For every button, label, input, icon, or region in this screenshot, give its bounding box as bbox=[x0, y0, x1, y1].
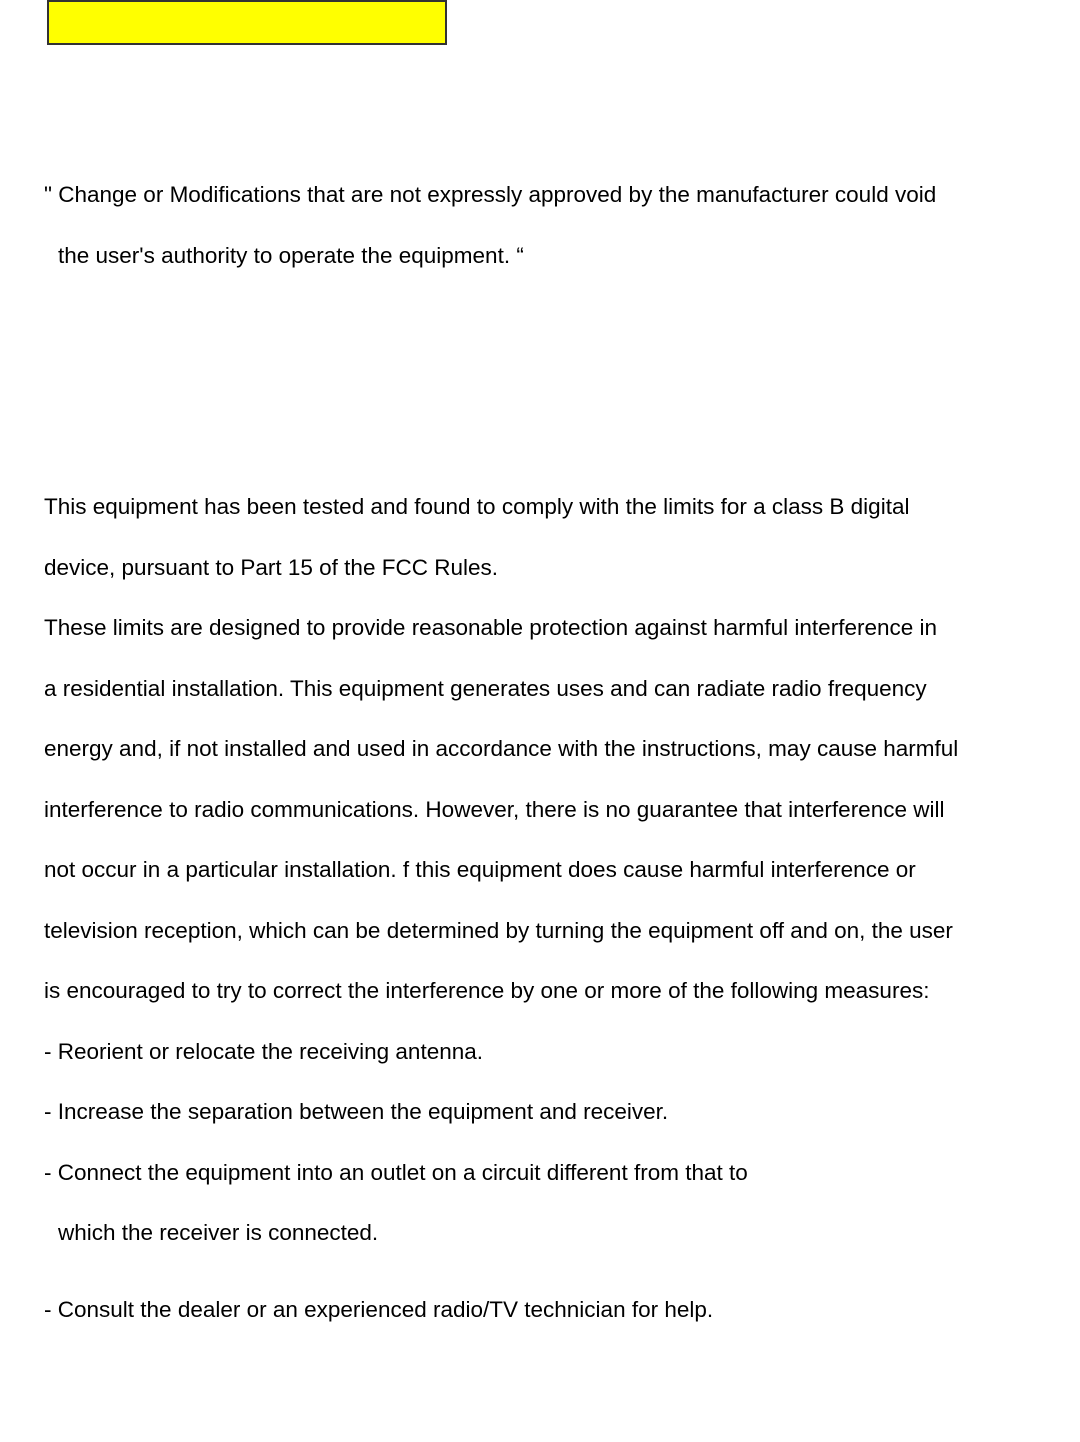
fcc-line-9: is encouraged to try to correct the interference by one or more of the following measures: bbox=[44, 978, 930, 1003]
fcc-line-8: television reception, which can be determined by turning the equipment off and on, the user bbox=[44, 918, 953, 943]
measure-consult-dealer: - Consult the dealer or an experienced radio/TV technician for help. bbox=[44, 1297, 714, 1322]
fcc-line-6: interference to radio communications. However, there is no guarantee that interference will bbox=[44, 797, 945, 822]
notice-line-1: " Change or Modifications that are not expressly approved by the manufacturer could void bbox=[44, 182, 937, 207]
measure-reorient: - Reorient or relocate the receiving antenna. bbox=[44, 1039, 484, 1064]
measure-increase-separation: - Increase the separation between the equipment and receiver. bbox=[44, 1099, 669, 1124]
fcc-line-1: This equipment has been tested and found to comply with the limits for a class B digital bbox=[44, 494, 910, 519]
notice-line-2: the user's authority to operate the equipment. “ bbox=[58, 243, 524, 268]
measure-connect-outlet: - Connect the equipment into an outlet on a circuit different from that to bbox=[44, 1160, 748, 1185]
fcc-line-3: These limits are designed to provide reasonable protection against harmful interference in bbox=[44, 615, 938, 640]
fcc-line-4: a residential installation. This equipment generates uses and can radiate radio frequency bbox=[44, 676, 927, 701]
fcc-line-7: not occur in a particular installation. f this equipment does cause harmful interference or bbox=[44, 857, 916, 882]
fcc-line-2: device, pursuant to Part 15 of the FCC Rules. bbox=[44, 555, 498, 580]
measure-connect-outlet-cont: which the receiver is connected. bbox=[58, 1220, 379, 1245]
yellow-highlight-box bbox=[47, 0, 447, 45]
fcc-line-5: energy and, if not installed and used in accordance with the instructions, may cause harmful bbox=[44, 736, 959, 761]
